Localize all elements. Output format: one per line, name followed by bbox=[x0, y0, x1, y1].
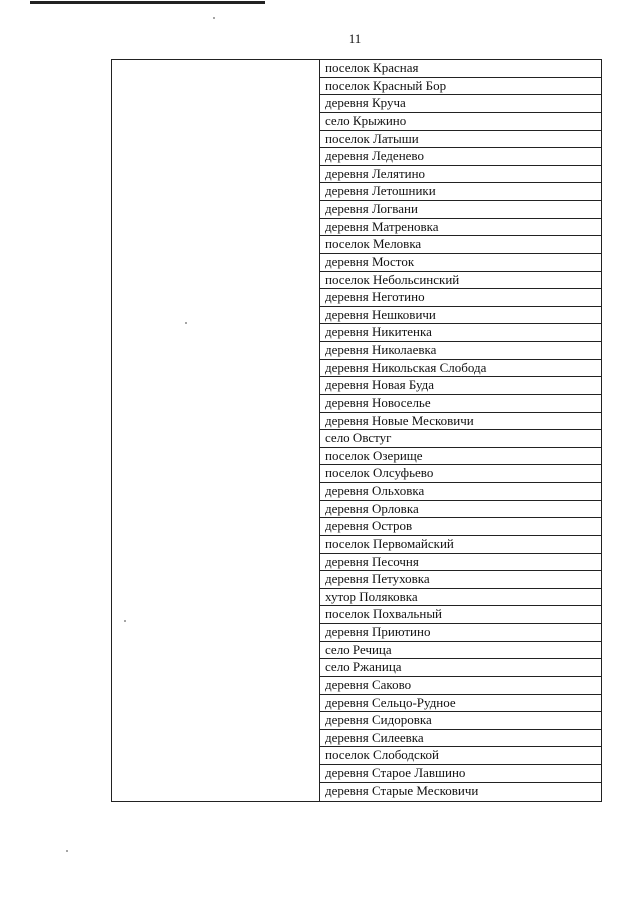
table-row: село Крыжино bbox=[320, 113, 601, 131]
table-row: деревня Новоселье bbox=[320, 395, 601, 413]
table-row: поселок Похвальный bbox=[320, 606, 601, 624]
table-row: деревня Петуховка bbox=[320, 571, 601, 589]
table-row: деревня Никитенка bbox=[320, 324, 601, 342]
table-row: деревня Новые Месковичи bbox=[320, 413, 601, 431]
table-row: деревня Логвани bbox=[320, 201, 601, 219]
table-row: деревня Новая Буда bbox=[320, 377, 601, 395]
table-row: деревня Саково bbox=[320, 677, 601, 695]
settlements-table bbox=[111, 59, 602, 802]
table-row: село Речица bbox=[320, 642, 601, 660]
table-row: село Овстуг bbox=[320, 430, 601, 448]
table-row: село Ржаница bbox=[320, 659, 601, 677]
scan-speck bbox=[213, 17, 215, 19]
table-row: поселок Олсуфьево bbox=[320, 465, 601, 483]
table-row: деревня Старые Месковичи bbox=[325, 782, 479, 798]
table-row: поселок Красный Бор bbox=[320, 78, 601, 96]
table-row: поселок Небольсинский bbox=[320, 272, 601, 290]
scan-speck bbox=[66, 850, 68, 852]
table-row: поселок Меловка bbox=[320, 236, 601, 254]
table-row: деревня Мосток bbox=[320, 254, 601, 272]
table-row: деревня Силеевка bbox=[320, 730, 601, 748]
table-row: поселок Озерище bbox=[320, 448, 601, 466]
table-row: деревня Неготино bbox=[320, 289, 601, 307]
page-number: 11 bbox=[348, 31, 362, 46]
table-row: поселок Латыши bbox=[320, 131, 601, 149]
table-left-column bbox=[112, 60, 320, 801]
table-row: деревня Приютино bbox=[320, 624, 601, 642]
table-row: деревня Лелятино bbox=[320, 166, 601, 184]
table-row: деревня Николаевка bbox=[320, 342, 601, 360]
table-row: деревня Леденево bbox=[320, 148, 601, 166]
table-row: деревня Старое Лавшино bbox=[320, 765, 601, 783]
table-row: хутор Поляковка bbox=[320, 589, 601, 607]
table-row: деревня Ольховка bbox=[320, 483, 601, 501]
top-rule bbox=[30, 1, 265, 4]
table-row: поселок Первомайский bbox=[320, 536, 601, 554]
table-row: деревня Песочня bbox=[320, 554, 601, 572]
table-row: деревня Круча bbox=[320, 95, 601, 113]
table-row: деревня Матреновка bbox=[320, 219, 601, 237]
table-row: деревня Сельцо-Рудное bbox=[320, 695, 601, 713]
table-row: деревня Летошники bbox=[320, 183, 601, 201]
table-row: поселок Слободской bbox=[320, 747, 601, 765]
table-row: деревня Орловка bbox=[320, 501, 601, 519]
table-row: деревня Сидоровка bbox=[320, 712, 601, 730]
table-right-column bbox=[320, 60, 601, 801]
table-row: деревня Никольская Слобода bbox=[320, 360, 601, 378]
table-row: поселок Красная bbox=[320, 60, 601, 78]
table-row: деревня Нешковичи bbox=[320, 307, 601, 325]
table-row: деревня Остров bbox=[320, 518, 601, 536]
